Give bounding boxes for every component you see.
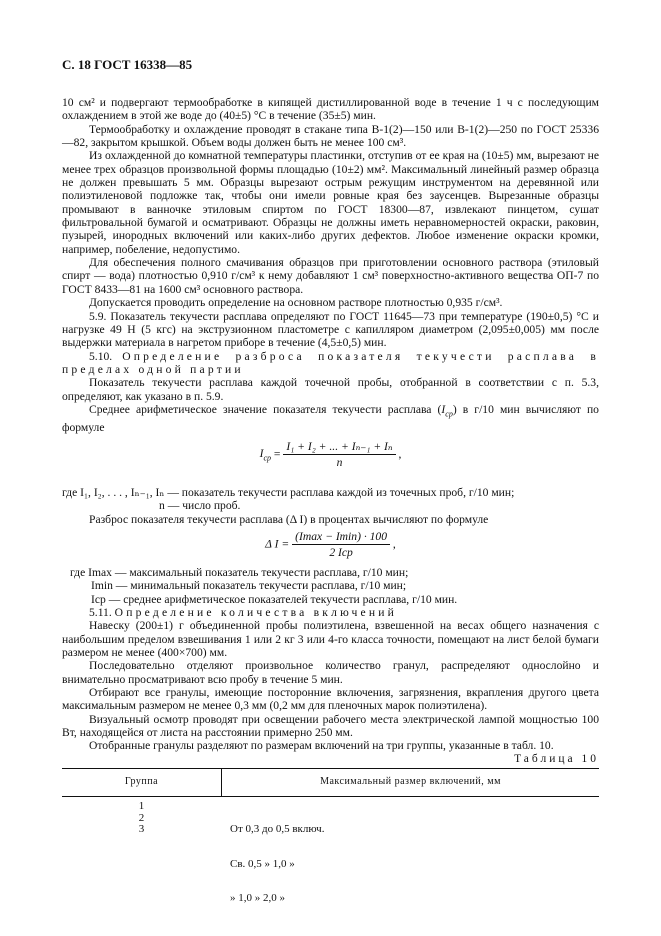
section-heading (62, 606, 599, 619)
paragraph: Навеску (200±1) г объединенной пробы полиэтилена, взвешенной на весах общего назначения с наибольшим пределом взвешивания 1 или 2 кг 3 или 4-го класса точности, помещают на лист белой бумаги размером не менее (400×700) мм. (62, 619, 599, 659)
formula-denominator: 2 Iср (329, 546, 353, 560)
section-number: 5.11. (89, 605, 112, 619)
definition: n — число проб. (159, 499, 241, 513)
formula-denominator: n (336, 456, 343, 470)
table-header-size: Максимальный размер включений, мм (320, 776, 501, 787)
size-column (230, 801, 324, 928)
definitions (62, 566, 599, 606)
table-caption: Таблица 10 (514, 753, 599, 765)
group-column (62, 801, 221, 836)
section-title: Определение количества включений (114, 605, 398, 619)
paragraph: Разброс показателя текучести расплава (Δ I) в процентах вычисляют по формуле (89, 512, 489, 526)
symbol: $I_{ср}$ (441, 402, 453, 419)
formula-lhs: Δ I = (265, 537, 290, 551)
section-heading (62, 350, 599, 377)
text-fragment: Среднее арифметическое значение показателя текучести расплава ( (89, 402, 442, 416)
text-fragment: ) в г/10 мин вычисляют по формуле (62, 402, 599, 434)
definitions (62, 486, 599, 513)
paragraph (62, 403, 599, 434)
formula-spread: Δ I = $\frac{(Imax - Imin) \cdot 100}{\text{2 Iср}}$ , (265, 529, 396, 560)
definition: Iср — среднее арифметическое показателей текучести расплава, г/10 мин. (91, 592, 458, 606)
table-header-group: Группа (124, 776, 159, 787)
paragraph: Отбирают все гранулы, имеющие посторонние включения, загрязнения, вкрапления другого цвета максимальным размером не менее 0,3 мм (0,2 мм для пленочных марок полиэтилена). (62, 686, 599, 713)
definition: Imin — минимальный показатель текучести расплава, г/10 мин; (91, 579, 407, 593)
paragraph: Из охлажденной до комнатной температуры пластинки, отступив от ее края на (10±5) мм, вырезают не менее трех образцов произвольной формы площадью (10±2) мм². Максимальный линейный размер образца не должен превышать 5 мм. Образцы вырезают острым режущим инструментом на деревянной или полиэтиленовой подложке так, чтобы они имели ровные края без заусенцев. Вырезанные образцы промывают в ванночке этиловым спиртом по ГОСТ 18300—87, извлекают пинцетом, сушат фильтровальной бумагой и осматривают. Образцы не должны иметь неравномерностей окраски, раковин, пузырей, инородных включений или каких-либо других дефектов. Любое изменение окраски кромки, например, побеление, недопустимо. (62, 149, 599, 256)
table-rule (62, 768, 599, 769)
definition: где I₁, I₂, . . . , Iₙ₋₁, Iₙ — показатель текучести расплава каждой из точечных проб, г/10 мин; (62, 485, 515, 499)
table-cell: От 0,3 до 0,5 включ. (230, 823, 325, 835)
table-cell: Св. 0,5 » 1,0 » (230, 857, 295, 870)
formula-fraction (283, 440, 395, 470)
paragraph: 10 см² и подвергают термообработке в кипящей дистиллированной воде в течение 1 ч с последующим охлаждением в этой же воде до (40±5) °С в течение (35±5) мин. (62, 96, 599, 123)
paragraph: Допускается проводить определение на основном растворе плотностью 0,935 г/см³. (89, 296, 503, 310)
paragraph: 5.9. Показатель текучести расплава определяют по ГОСТ 11645—73 при температуре (190±0,5) °С и нагрузке 49 Н (5 кгс) на экструзионном пластометре с капилляром диаметром (2,095±0,005) мм после выдержки материала в нагретом приборе в течение (4,5±0,5) мин. (62, 309, 599, 350)
paragraph: Визуальный осмотр проводят при освещении рабочего места электрической лампой мощностью 100 Вт, находящейся от листа на расстоянии примерно 250 мм. (62, 712, 599, 740)
table-cell: 3 (138, 823, 145, 835)
formula-numerator: I₁ + I₂ + ... + Iₙ₋₁ + Iₙ (283, 440, 395, 455)
formula-lhs: $I_{ср}$ (259, 447, 272, 463)
paragraph: Для обеспечения полного смачивания образцов при приготовлении основного раствора (этиловый спирт — вода) плотностью 0,910 г/см³ к нему добавляют 1 см³ поверхностно-активного вещества ОП-7 по ГОСТ 8433—81 на 1600 см³ основного раствора. (62, 256, 599, 296)
formula-fraction (292, 530, 390, 560)
section-title: Определение разброса показателя текучести расплава в пределах одной партии (62, 349, 599, 376)
paragraph: Термообработку и охлаждение проводят в стакане типа В-1(2)—150 или В-1(2)—250 по ГОСТ 25336—82, закрытом крышкой. Объем воды должен быть не менее 100 см³. (62, 122, 599, 150)
table-rule (62, 796, 599, 797)
paragraph: Последовательно отделяют произвольное количество гранул, распределяют однослойно и внимательно просматривают всю пробу в течение 5 мин. (62, 659, 599, 686)
table-cell: 1 (138, 800, 145, 812)
formula-numerator: (Imax − Imin) · 100 (292, 530, 390, 545)
document-body (62, 96, 599, 753)
section-number: 5.10. (89, 349, 113, 363)
formula-mean: $I_{ср}$ = $\frac{\text{I₁ + I₂ + ... + Iₙ₋₁ + Iₙ}}{n}$ , (259, 439, 402, 470)
table-cell: » 1,0 » 2,0 » (230, 892, 285, 904)
definition: где Imax — максимальный показатель текучести расплава, г/10 мин; (70, 565, 409, 579)
page-header: С. 18 ГОСТ 16338—85 (62, 57, 193, 72)
paragraph: Отобранные гранулы разделяют по размерам включений на три группы, указанные в табл. 10. (89, 739, 554, 753)
paragraph: Показатель текучести расплава каждой точечной пробы, отобранной в соответствии с п. 5.3, определяют, как указано в п. 5.9. (62, 376, 599, 403)
table-cell: 2 (138, 811, 145, 824)
